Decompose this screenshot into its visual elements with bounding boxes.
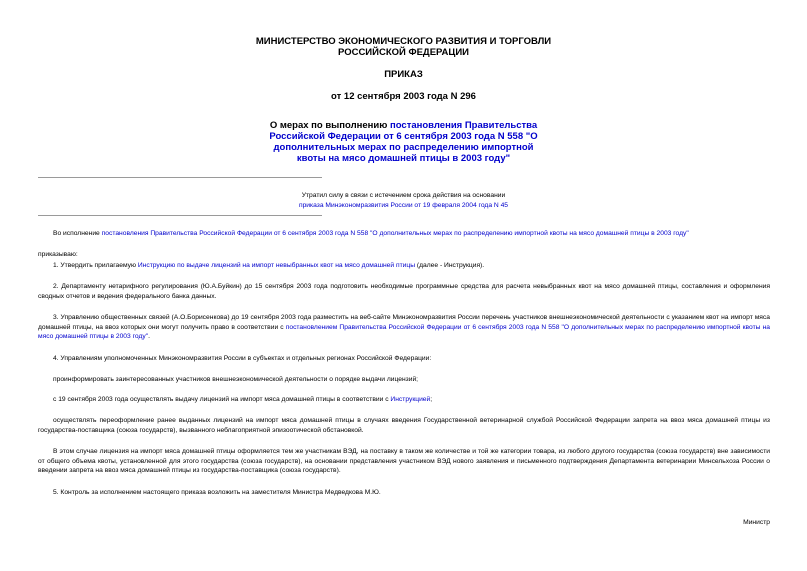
ministry-name-line2: РОССИЙСКОЙ ФЕДЕРАЦИИ [337, 47, 469, 58]
p1-text-before: 1. Утвердить прилагаемую [53, 262, 138, 269]
paragraph-4c: осуществлять переоформление ранее выданных лицензий на импорт мяса домашней птицы в случаях введения Государственной ветеринарной службой Российской Федерации запрета на ввоз мяса домашней птицы из государства-поставщика (союза государств), вызванного неблагоприятной эпизоотической обстановкой. [38, 417, 770, 434]
paragraph-4a: проинформировать заинтересованных участников внешнеэкономической деятельности о порядке выдачи лицензий; [53, 376, 419, 383]
paragraph-5: 5. Контроль за исполнением настоящего приказа возложить на заместителя Министра Медведкова М.Ю. [53, 489, 381, 496]
preamble-decree-link[interactable]: постановления Правительства Российской Федерации от 6 сентября 2003 года N 558 "О дополнительных мерах по распределению импортной квоты на мясо домашней птицы в 2003 году" [101, 230, 689, 237]
ministry-name-line1: МИНИСТЕРСТВО ЭКОНОМИЧЕСКОГО РАЗВИТИЯ И ТОРГОВЛИ [255, 36, 552, 47]
title-decree-link-line3[interactable]: дополнительных мерах по распределению импортной [273, 142, 534, 153]
paragraph-4: 4. Управлениям уполномоченных Минэкономразвития России в субъектах и отдельных регионах Российской Федерации: [53, 355, 432, 362]
paragraph-preamble [38, 229, 770, 239]
p1-text-after: (далее - Инструкция). [415, 262, 485, 269]
p3-text-before: 3. Управлению общественных связей (А.О.Борисенкова) до 19 сентября 2003 года разместить на веб-сайте Минэкономразвития России перечень участников внешнеэкономической деятельности с указанием квот на импорт мяса домашней птицы, на ввоз которых они могут получить право в соответствии с [38, 314, 770, 331]
status-note-order-link[interactable]: приказа Минэкономразвития России от 19 февраля 2004 года N 45 [298, 202, 509, 209]
title-prefix: О мерах по выполнению [269, 120, 390, 131]
p3-text-after: . [148, 333, 150, 341]
p3-decree-link[interactable]: постановлением Правительства Российской Федерации от 6 сентября 2003 года N 558 "О дополнительных мерах по распределению импортной квоты на мясо домашней птицы в 2003 году" [38, 323, 770, 341]
p4b-instruction-link[interactable]: Инструкцией [390, 396, 431, 403]
preamble-text: Во исполнение [53, 230, 102, 237]
signature-title: Министр [743, 519, 770, 526]
divider-top [38, 177, 322, 178]
document-type: ПРИКАЗ [384, 69, 423, 80]
paragraph-2: 2. Департаменту нетарифного регулирования (Ю.А.Буйкин) до 15 сентября 2003 года подготовить необходимые программные средства для расчета невыбранных квот на мясо домашней птицы, составления и оформления сводных отчетов и ведения федерального банка данных. [38, 283, 770, 300]
document-date: от 12 сентября 2003 года N 296 [331, 91, 476, 102]
instruction-link[interactable]: Инструкцию по выдаче лицензий на импорт невыбранных квот на мясо домашней птицы [137, 262, 416, 269]
p4b-text-before: с 19 сентября 2003 года осуществлять выдачу лицензий на импорт мяса домашней птицы в соответствии с [53, 396, 391, 403]
paragraph-3 [38, 313, 770, 342]
paragraph-4b [38, 395, 770, 405]
divider-bottom [38, 215, 322, 216]
paragraph-1 [38, 261, 770, 271]
status-note-line1: Утратил силу в связи с истечением срока действия на основании [301, 192, 506, 199]
title-decree-link[interactable]: постановления Правительства [390, 120, 538, 131]
paragraph-4d: В этом случае лицензия на импорт мяса домашней птицы оформляется тем же участникам ВЭД, на поставку в таком же количестве и той же категории товара, из любого другого государства (союза государств) вне зависимости от общего объема квоты, установленной для этого государства (союза государств), на основании представления участником ВЭД нового заявления и письменного подтверждения Департамента ветеринарии Минсельхоза России о введении запрета на ввоз мяса домашней птицы из государства-поставщика (союза государств). [38, 448, 770, 475]
p4b-text-after: ; [430, 396, 433, 403]
title-decree-link-line2[interactable]: Российской Федерации от 6 сентября 2003 года N 558 "О [269, 131, 538, 142]
title-decree-link-line4[interactable]: квоты на мясо домашней птицы в 2003 году" [296, 153, 511, 164]
document-title-line1 [0, 120, 807, 131]
paragraph-order: приказываю: [38, 251, 78, 258]
